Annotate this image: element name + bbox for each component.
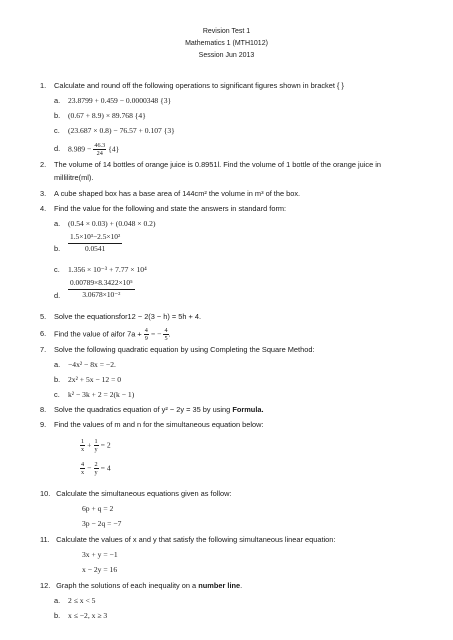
question-text: The volume of 14 bottles of orange juice is 0.8951l. Find the volume of 1 bottle of the orange juice in — [54, 160, 382, 169]
fraction: $\frac{2}{y}$ — [94, 461, 98, 476]
question-number: 8. — [40, 405, 47, 414]
question-number: 3. — [40, 189, 47, 198]
equals-sign: = − — [150, 329, 162, 339]
denominator: 0.0541 — [84, 244, 106, 253]
fraction: $\frac{1}{y}$ — [94, 438, 98, 453]
question-number: 10. — [40, 489, 51, 498]
question-10 — [40, 488, 423, 499]
expression: 2x² + 5x − 12 = 0 — [68, 375, 122, 384]
question-6 — [40, 327, 423, 342]
question-text: Calculate and round off the following operations to significant figures shown in bracket { } — [54, 81, 344, 90]
course-name: Mathematics 1 (MTH1012) — [185, 40, 268, 47]
q11-equation-1: 3x + y = −1 — [82, 550, 118, 559]
method-name: Formula. — [232, 405, 264, 414]
question-text: Solve the following quadratic equation by using Completing the Square Method: — [54, 345, 315, 354]
question-number: 5. — [40, 312, 47, 321]
question-5 — [40, 311, 423, 322]
fraction: $\frac{4}{9}$ — [144, 327, 148, 342]
q4-part-d-fraction — [68, 278, 135, 300]
q11-equation-2: x − 2y = 16 — [82, 565, 118, 574]
question-number: 2. — [40, 160, 47, 169]
question-number: 9. — [40, 420, 47, 429]
expression: 23.8799 + 0.459 − 0.0000348 {3} — [68, 96, 172, 105]
part-label: c. — [54, 265, 60, 274]
significant-figures: {4} — [108, 144, 120, 154]
question-number: 7. — [40, 345, 47, 354]
numerator: 1.5×10³−2.5×10² — [68, 232, 122, 244]
part-label: c. — [54, 126, 60, 135]
question-text: Find the values of m and n for the simultaneous equation below: — [54, 420, 264, 429]
expression: (0.54 × 0.03) + (0.048 × 0.2) — [68, 219, 156, 228]
q4-part-a — [54, 218, 156, 229]
q1-part-a — [54, 95, 171, 106]
q4-part-b-fraction — [68, 232, 122, 254]
question-9 — [40, 419, 423, 430]
operator: − — [87, 463, 92, 473]
expression: k² − 3k + 2 = 2(k − 1) — [68, 390, 135, 399]
q12-part-a — [54, 595, 95, 606]
part-label: b. — [54, 111, 61, 120]
question-number: 1. — [40, 81, 47, 90]
question-text: A cube shaped box has a base area of 144cm² the volume in m³ of the box. — [54, 189, 301, 198]
expression: x ≤ −2, x ≥ 3 — [68, 611, 108, 620]
expression: 1.356 × 10⁻³ + 7.77 × 10⁴ — [68, 265, 147, 274]
period: . — [168, 329, 171, 339]
q7-part-c — [54, 389, 134, 400]
question-text: Graph the solutions of each inequality on a — [56, 581, 197, 590]
numerator: 0.00789×8.3422×10⁵ — [68, 278, 135, 290]
question-8 — [40, 404, 423, 415]
q1-part-d — [54, 142, 119, 157]
expression: (23.687 × 0.8) − 76.57 + 0.107 {3} — [68, 126, 175, 135]
fraction: $\frac{4}{5}$ — [164, 327, 168, 342]
q4-part-c — [54, 264, 147, 275]
fraction: $\frac{4}{x}$ — [81, 461, 85, 476]
rhs: = 2 — [100, 440, 111, 450]
emphasis: number line — [198, 581, 241, 590]
document-title: Revision Test 1 — [202, 28, 251, 35]
q9-equation-2 — [80, 461, 111, 476]
question-text: Solve the equationsfor12 − 2(3 − h) = 5h + 4. — [54, 312, 202, 321]
q10-equation-1: 6p + q = 2 — [82, 504, 114, 513]
question-3 — [40, 188, 423, 199]
question-7 — [40, 344, 423, 355]
q10-equation-2: 3p − 2q = −7 — [82, 519, 122, 528]
question-text: Find the value of aifor 7a + — [54, 329, 142, 339]
question-12: 12. Graph the solutions of each inequality on a number line. — [40, 581, 243, 590]
question-number: 11. — [40, 535, 50, 544]
part-label: a. — [54, 96, 61, 105]
question-text: Find the value for the following and state the answers in standard form: — [54, 204, 287, 213]
expression: 8.989 − — [68, 144, 92, 154]
q9-equation-1 — [80, 438, 111, 453]
rhs: = 4 — [100, 463, 111, 473]
question-2-continued: millilitre(ml). — [54, 173, 94, 182]
part-label: b. — [54, 611, 61, 620]
denominator: 3.0678×10⁻² — [82, 290, 121, 299]
q7-part-a — [54, 359, 116, 370]
q1-part-b — [54, 110, 146, 121]
question-text: Calculate the simultaneous equations given as follow: — [56, 489, 232, 498]
expression: −4x² − 8x = −2. — [68, 360, 116, 369]
part-label: a. — [54, 360, 61, 369]
part-label: b. — [54, 375, 61, 384]
part-label: d. — [54, 144, 61, 154]
q12-part-b — [54, 610, 107, 621]
part-label: a. — [54, 219, 61, 228]
q7-part-b — [54, 374, 121, 385]
question-4 — [40, 203, 423, 214]
q4-part-b-label: b. — [54, 244, 61, 253]
part-label: a. — [54, 596, 61, 605]
question-2 — [40, 159, 423, 170]
fraction: $\frac{1}{x}$ — [81, 438, 85, 453]
fraction: $\frac{46.3}{24}$ — [94, 142, 106, 157]
question-11 — [40, 534, 423, 545]
question-text: Solve the quadratics equation of y² − 2y = 35 by using — [54, 405, 231, 414]
q1-part-c — [54, 125, 175, 136]
expression: 2 ≤ x < 5 — [68, 596, 96, 605]
question-1 — [40, 80, 423, 91]
session-text: Session Jun 2013 — [198, 52, 255, 59]
expression: (0.67 + 8.9) × 89.768 {4} — [68, 111, 146, 120]
q4-part-d-label: d. — [54, 291, 61, 300]
part-label: c. — [54, 390, 60, 399]
question-number: 12. — [40, 581, 51, 590]
question-number: 6. — [40, 329, 47, 339]
operator: + — [87, 440, 92, 450]
question-number: 4. — [40, 204, 47, 213]
question-text: Calculate the values of x and y that satisfy the following simultaneous linear equation: — [56, 535, 336, 544]
